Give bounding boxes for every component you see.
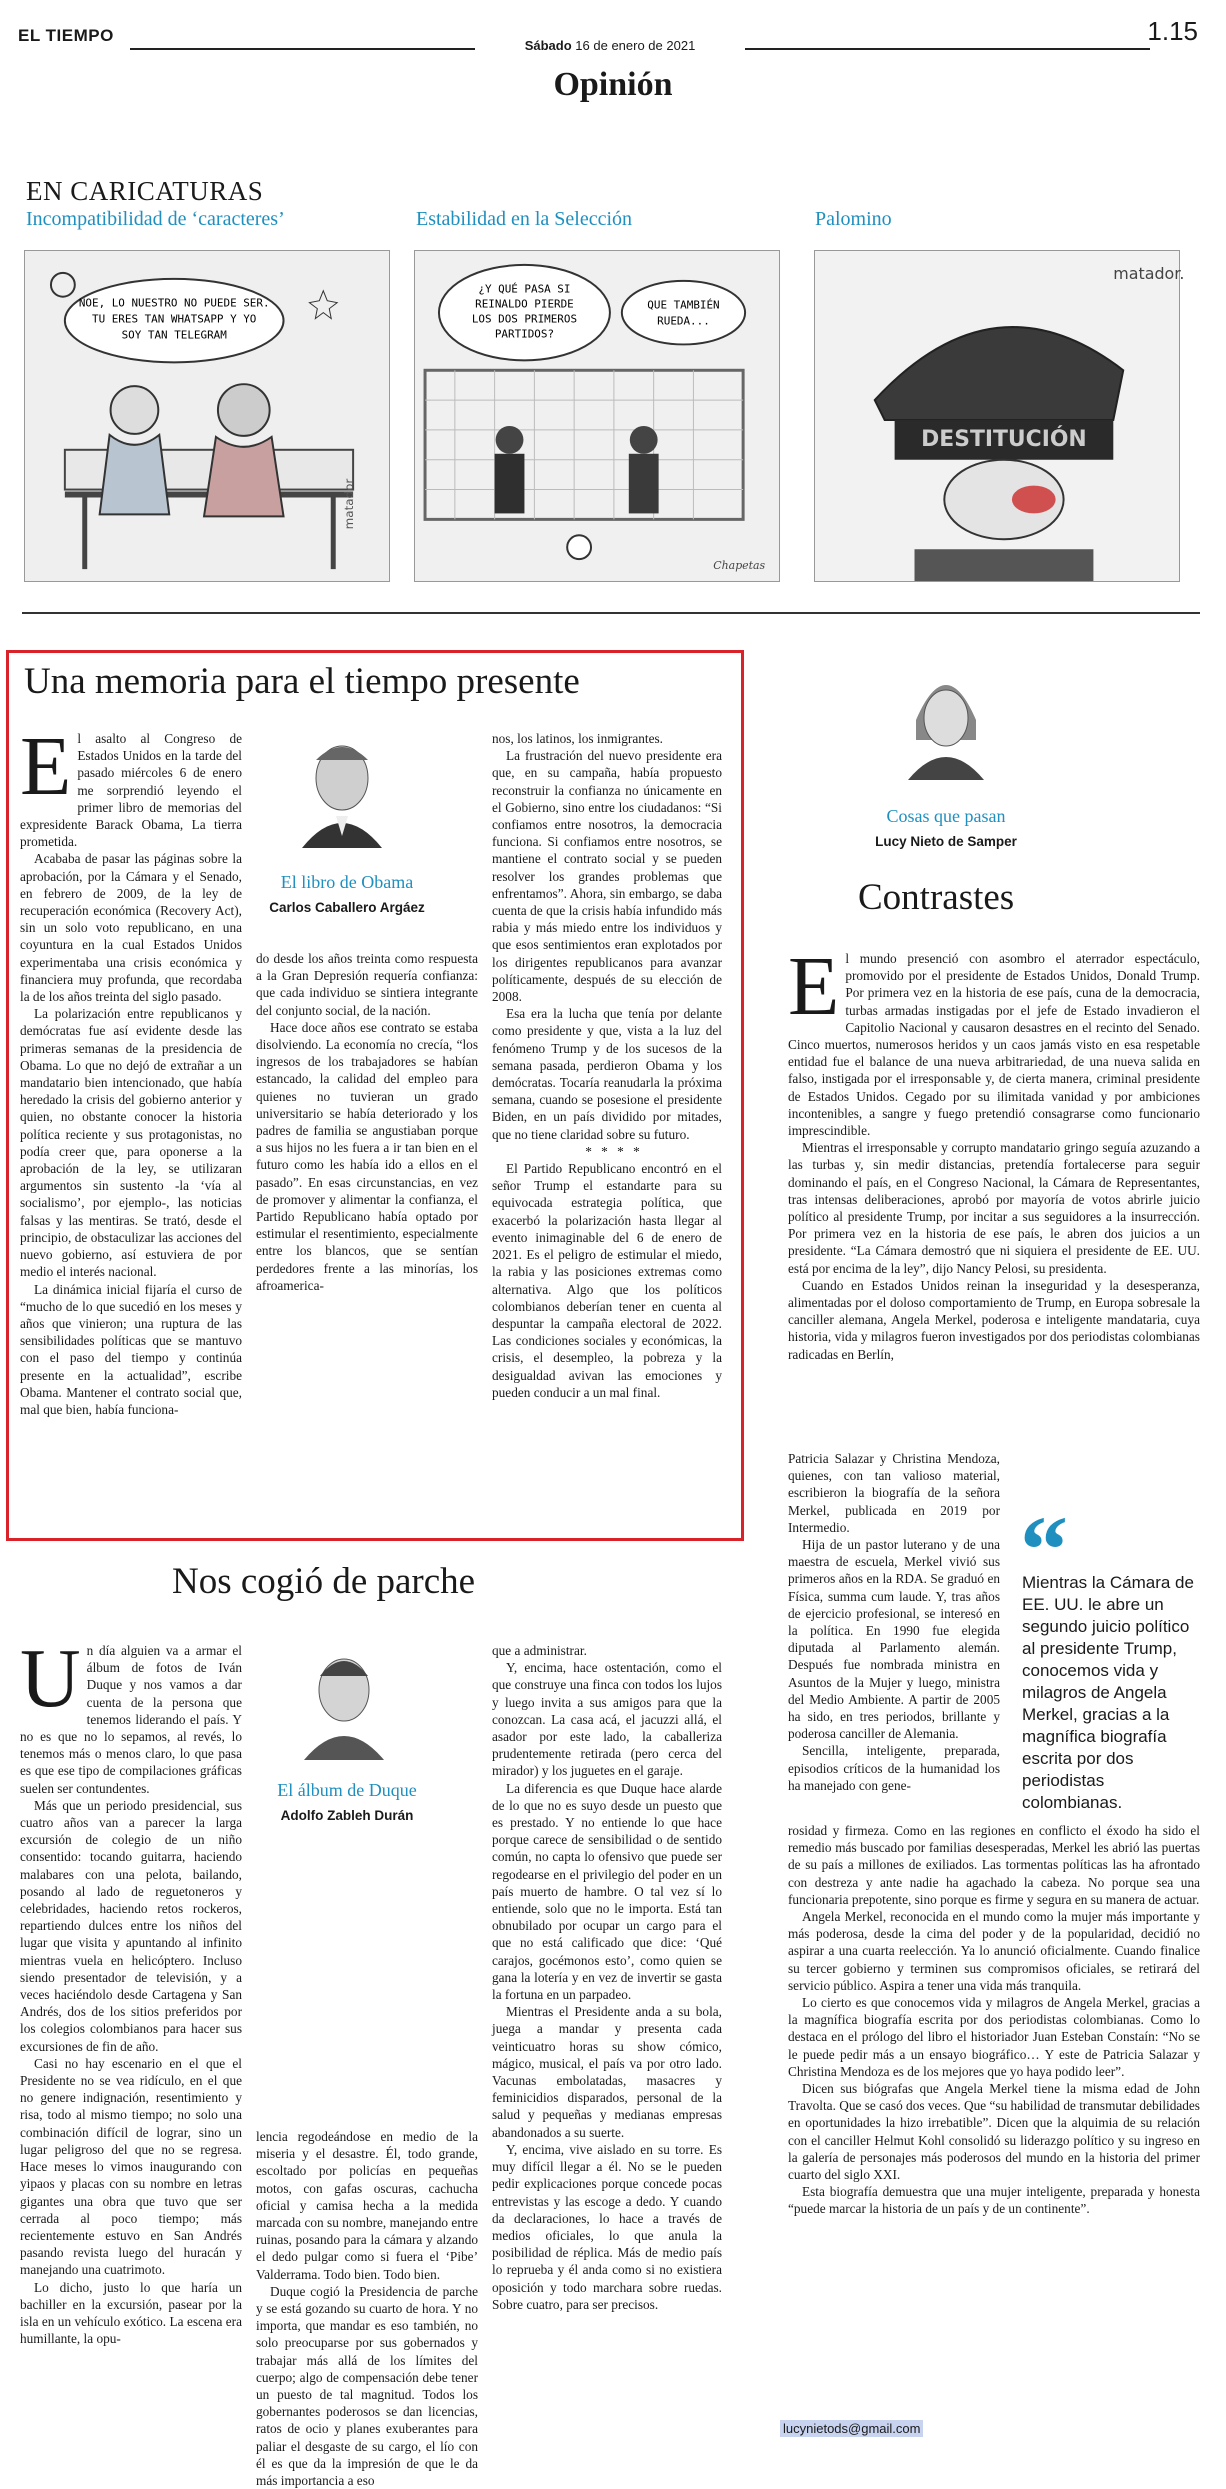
article1-stars: * * * * [585,1143,643,1159]
article1-title: Una memoria para el tiempo presente [24,661,580,702]
cartoon-caption-3: Palomino [815,208,892,230]
soccer-goal-illustration [415,251,779,581]
cartoon2-signature: Chapetas [713,559,766,573]
article1-author: Carlos Caballero Argáez [269,900,425,915]
cartoon-image-3 [814,250,1185,582]
cartoon3-cap-text: DESTITUCIÓN [921,426,1087,452]
article2-dropcap: U [20,1632,81,1725]
author-email[interactable]: lucynietods@gmail.com [780,2420,923,2438]
article2-author: Adolfo Zableh Durán [280,1808,414,1823]
cartoon2-bubble-1: ¿Y QUÉ PASA SI [478,282,571,296]
article1-column-1: El asalto al Congreso de Estados Unidos en la tarde del pasado miércoles 6 de enero me sorprendió leyendo el primer libro de memorias del expresidente Barack Obama, La tierra prometida. Acababa de pasar las páginas sobre la aprobación, por la Cámara y el Senado, en febrero de 2009, de la ley de recuperación económica (Recovery Act), sin un solo voto republicano, en una coyuntura en la cual Estados Unidos experimentaba una crisis económica y financiera muy profunda, que recordaba la de los años treinta del siglo pasado. La polarización entre republicanos y demócratas fue así evidente desde las primeras semanas de la presidencia de Obama. Lo que no dejó de extrañar a un mandatario bien intencionado, que había heredado la crisis del gobierno anterior y quien, no obstante conocer la historia política reciente y sus protagonistas, no podía creer que, para oponerse a la aprobación de la ley, se utilizaran argumentos sin sustento -la ‘vía al socialismo’, por ejemplo-, las noticias falsas y las mentiras. Se trató, desde el principio, de obstaculizar las acciones del nuevo gobierno, así estuviera de por medio el interés nacional. La dinámica inicial fijaría el curso de “mucho de lo que sucedió en los meses y años que vinieron; una ruptura de las sensibilidades políticas que se mantuvo con el paso del tiempo y continúa presente en la actualidad”, escribe Obama. Mantener el contrato social que, mal que bien, había funciona- [20,720,242,1417]
page-number: 1.15 [1147,16,1198,46]
article3-dropcap: E [788,940,840,1033]
cartoon2-bubble-2: REINALDO PIERDE [475,297,574,311]
article3-title: Contrastes [858,877,1015,918]
cartoon2-bubble-4: PARTIDOS? [494,327,555,341]
general-cap-illustration [815,251,1185,581]
article1-dropcap: E [20,720,72,813]
header-rule-right [745,48,1150,50]
article3-author-photo [896,662,996,780]
section-divider [22,612,1200,614]
article2-author-photo [294,1642,394,1760]
article2-column-name: El álbum de Duque [277,1780,417,1800]
article3-column-name: Cosas que pasan [886,806,1006,826]
cartoon3-signature: matador. [1113,263,1185,283]
pullquote-mark: “ [1020,1496,1068,1603]
cartoon1-signature: matador [342,478,357,530]
article3-body-narrow: Patricia Salazar y Christina Mendoza, quienes, con tan valioso material, escribieron la biografía de la señora Merkel, publicada en 2019 por Intermedio. Hija de un pastor luterano y de una maestra de escuela, Merkel vivió sus primeros años en la RDA. Se graduó en Física, summa cum laude. Y, tras años de ejercicio profesional, se interesó en la política. En 1990 fue elegida diputada al Parlamento alemán. Después fue nombrada ministra en Asuntos de la Mujer y luego, ministra del Medio Ambiente. A partir de 2005 ha sido, en tres periodos, brillante y poderosa canciller de Alemania. Sencilla, inteligente, preparada, episodios críticos de la humanidad los ha manejado con gene- [788,1451,1000,1793]
article2-title: Nos cogió de parche [172,1561,476,1602]
cartoons-heading: EN CARICATURAS [26,176,264,206]
article2-column-2: lencia regodeándose en medio de la miseria y el desastre. Él, todo grande, escoltado por policías en pequeñas motos, con gafas oscuras, cachucha oficial y camisa hecha a la medida marcada con su nombre, manejando entre ruinas, posando para la cámara y alzando el dedo pulgar como si fuera el ‘Pibe’ Valderrama. Todo bien. Todo bien. Duque cogió la Presidencia de parche y se está gozando su cuarto de hora. Y no importa, que mandar es eso también, no solo preocuparse por sus gobernados y trabajar más allá de los límites del cuerpo; algo de compensación debe tener un puesto de tal magnitud. Todos los gobernantes poderosos se dan licencias, ratos de ocio y planes exuberantes para paliar el desgaste de su cargo, el lío con él es que da la impresión de que le da más importancia a eso [256,2129,478,2489]
masthead: EL TIEMPO [18,26,114,45]
cartoon1-bubble-3: SOY TAN TELEGRAM [121,328,227,342]
article2-column-1: Un día alguien va a armar el álbum de fotos de Iván Duque y nos vamos a dar cuenta de la persona que tenemos liderando el país. Y no es que no lo sepamos, al revés, lo tenemos más o menos claro, lo que pasa es que ese tipo de compilaciones gráficas suelen ser contundentes. Más que un periodo presidencial, sus cuatro años van a parecer la larga excursión de colegio de un niño consentido: tocando guitarra, haciendo malabares con una pelota, bailando, posando al lado de reguetoneros y celebridades, haciendo retos rockeros, repartiendo dulces entre los niños del lugar que visita y apuntando al infinito mientras vuela en helicóptero. Incluso siendo presentador de televisión, y a veces haciéndolo desde Cartagena y San Andrés, dos de los sitios preferidos por los colegios colombianos para hacer sus excursiones de fin de año. Casi no hay escenario en el que el Presidente no se vea ridículo, en el que no genere indignación, resentimiento y risa, todo al mismo tiempo; no solo una combinación difícil de lograr, sino un lugar peligroso del que no se regresa. Hace meses lo vimos inaugurando con yipaos y placas con su nombre en letras gigantes una obra que tuvo que ser cerrada al poco tiempo; más recientemente estuvo en San Andrés pasando revista luego del huracán y manejando una cuatrimoto. Lo dicho, justo lo que haría un bachiller en la excursión, pasear por la isla en un vehículo exótico. La escena era humillante, la opu- [20,1632,242,2347]
article2-column-3: que a administrar. Y, encima, hace ostentación, como el que construye una finca con todos los lujos y luego invita a sus amigos para que la conozcan. La casa acá, el jacuzzi allá, el asador por este lado, la caballeriza prudentemente retirada (pero cerca del mirador) y los juguetes en el garaje. La diferencia es que Duque hace alarde de lo que no es suyo desde un puesto que es prestado. Y no entiende lo que hace porque carece de sensibilidad o de sentido común, no capta lo ofensivo que puede ser regodearse en el privilegio del poder en un país muerto de hambre. O tal vez sí lo entiende, solo que no le importa. Está tan obnubilado por ocupar un cargo para el que no está calificado que dice: ‘Qué carajos, gocémonos esto’, como quien se gana la lotería y en vez de invertir se gasta la fortuna en un parpadeo. Mientras el Presidente anda a su bola, juega a mandar y presenta cada veinticuatro horas su show cómico, mágico, musical, el país va por otro lado. Vacunas embolatadas, masacres y feminicidios disparados, personal de la salud y pequeñas y medianas empresas abandonados a su suerte. Y, encima, vive aislado en su torre. Es muy difícil llegar a él. No se le pueden pedir explicaciones porque concede pocas entrevistas y las escoge a dedo. Y cuando da declaraciones, lo hace a través de medios oficiales, lo que anula la posibilidad de réplica. Más de medio país lo reprueba y él anda como si no existiera oposición y todo marchara sobre ruedas. Sobre cuatro, para ser precisos. [492,1643,722,2312]
cartoon2-bubble-6: RUEDA... [657,314,710,328]
article1-column-3: nos, los latinos, los inmigrantes. La frustración del nuevo presidente era que, en su campaña, había propuesto reconstruir la confianza no únicamente en el Gobierno, sino entre los ciudadanos: “Si confiamos entre nosotros, la democracia funciona. Si confiamos entre nosotros, se mantiene el contrato social y se pueden resolver los grandes problemas que enfrentamos”. Ahora, sin embargo, se daba cuenta de que la crisis había infundido más rabia y más miedo entre los individuos y que esos sentimientos eran explotados por los dirigentes republicanos para avanzar políticamente, después de su elección de 2008. Esa era la lucha que tenía por delante como presidente y que, vista a la luz del fenómeno Trump y de los sucesos de la semana pasada, perdieron Obama y los demócratas. Tocaría reanudarla la próxima semana, cuando se posesione el presidente Biden, en un país dividido por mitades, que no tiene claridad sobre su futuro. * * * * El Partido Republicano encontró en el señor Trump el estandarte para su equivocada estrategia política, que exacerbó la polarización hasta llegar al evento inimaginable del 6 de enero de 2021. Es el peligro de estimular el miedo, la rabia y las posiciones extremas como alternativa. Algo que los políticos colombianos deberían tener en cuenta al despuntar la campaña electoral de 2022. Las condiciones sociales y económicas, la crisis, el desempleo, la pobreza y la desigualdad avivan las emociones y pueden conducir a un mal final. [492,731,722,1400]
cartoon1-bubble-2: TU ERES TAN WHATSAPP Y YO [92,312,257,326]
cartoon-caption-2: Estabilidad en la Selección [416,208,633,230]
article3-body-top: El mundo presenció con asombro el aterrador espectáculo, promovido por el presidente de Estados Unidos, Donald Trump. Por primera vez en la historia de ese país, cuna de la democracia, turbas armadas instigadas por el jefe de Estado invadieron el Capitolio Nacional y causaron desastres en el recinto del Senado. Cinco muertos, numerosos heridos y un caos jamás visto en esa respetable entidad fue el balance de una nueva arbitrariedad, de una nueva salida en falso, instigada por el irresponsable y, de cierta manera, criminal presidente de Estados Unidos. Cegado por su ilimitada vanidad y por ambiciones incontenibles, a sangre y fuego pretendió consagrarse como funcionario imprescindible. Mientras el irresponsable y corrupto mandatario gringo seguía azuzando a las turbas y, sin medir distancias, pretendía fortalecerse para seguir dominando el país, en el Congreso Nacional, la Cámara de Representantes, tras intensas deliberaciones, aprobó por mayoría de votos abrirle juicio político al presidente Trump, por incitar a sus seguidores a la insurrección. Por primera vez en la historia de ese país, le abren dos juicios a un presidente. “La Cámara demostró que ni siquiera el presidente de EE. UU. está por encima de la ley”, dijo Nancy Pelosi, su presidenta. Cuando en Estados Unidos reinan la inseguridad y la desesperanza, alimentadas por el doloso comportamiento de Trump, en Europa sobresale la canciller alemana, Angela Merkel, poderosa e inteligente mandataria, cuya historia, vida y milagros fueron investigados por dos periodistas colombianas radicadas en Berlín, [788,940,1200,1362]
cartoon-image-2 [414,250,780,582]
header-rule-left [130,48,475,50]
cartoon2-bubble-5: QUE TAMBIÉN [647,298,720,312]
cartoon1-bubble-1: NOE, LO NUESTRO NO PUEDE SER. [78,296,270,310]
article3-body-bottom: rosidad y firmeza. Como en las regiones en conflicto el éxodo ha sido el remedio más buscado por familias desesperadas, Merkel les abrió las puertas de su país a millones de exiliados. Las tormentas políticas las ha afrontado con destreza y ante nadie ha agachado la cabeza. No porque sea una funcionaria prepotente, sino porque es firme y segura en su manera de actuar. Angela Merkel, reconocida en el mundo como la mujer más importante y más poderosa, desde la cima del poder y de la popularidad, decidió no aspirar a una cuarta reelección. Ya lo anunció oficialmente. Cuando finalice su tercer gobierno y terminen sus compromisos oficiales, se retirará del servicio público. Aspira a tener una vida más tranquila. Lo cierto es que conocemos vida y milagros de Angela Merkel, gracias a la magnífica biografía escrita por dos periodistas colombianas. Como lo destaca en el prólogo del libro el historiador Juan Esteban Constaín: “No se le puede pedir más a un ensayo biográfico… Y este de Patricia Salazar y Christina Mendoza es de los mejores que yo haya podido leer”. Dicen sus biógrafas que Angela Merkel tiene la misma edad de John Travolta. Que se casó dos veces. Que “su habilidad de transmutar debilidades en oportunidades la hizo irrebatible”. Dicen que la alquimia de su relación con el canciller Helmut Kohl consolidó su liderazgo político y su ingreso en la galería de personajes más poderosos del mundo en la historia del primer cuarto del siglo XXI. Esta biografía demuestra que una mujer inteligente, preparada y honesta “puede marcar la historia de un país y de un continente”. [788,1823,1200,2217]
header-date: Sábado 16 de enero de 2021 [524,38,696,53]
article1-author-photo [292,730,392,848]
section-title: Opinión [553,66,673,103]
cartoon-image-1 [24,250,390,582]
article1-column-2: do desde los años treinta como respuesta a la Gran Depresión requería confianza: que cada individuo se sintiera integrante del conjunto social, de la nación. Hace doce años ese contrato se estaba disolviendo. La economía no crecía, “los ingresos de los trabajadores se habían estancado, la calidad del empleo para quienes no tuvieran un grado universitario se había deteriorado y los padres de familia se angustiaban porque a sus hijos no les fuera a ir tan bien en el futuro como les había ido a ellos en el pasado”. En esas circunstancias, en vez de promover y alimentar la confianza, el Partido Republicano había optado por estimular el resentimiento, especialmente entre los blancos, que se sentían perdedores frente a las minorías, los afroamerica- [256,951,478,1293]
cartoon2-bubble-3: LOS DOS PRIMEROS [471,312,578,326]
pullquote: Mientras la Cámara de EE. UU. le abre un segundo juicio político al presidente Trump, conocemos vida y milagros de Angela Merkel, gracias a la magnífica biografía escrita por dos periodistas colombianas. [1022,1573,1194,1812]
article1-column-name: El libro de Obama [280,872,414,892]
couple-bench-illustration [25,251,389,581]
cartoon-caption-1: Incompatibilidad de ‘caracteres’ [26,208,285,230]
article3-author: Lucy Nieto de Samper [875,834,1017,849]
